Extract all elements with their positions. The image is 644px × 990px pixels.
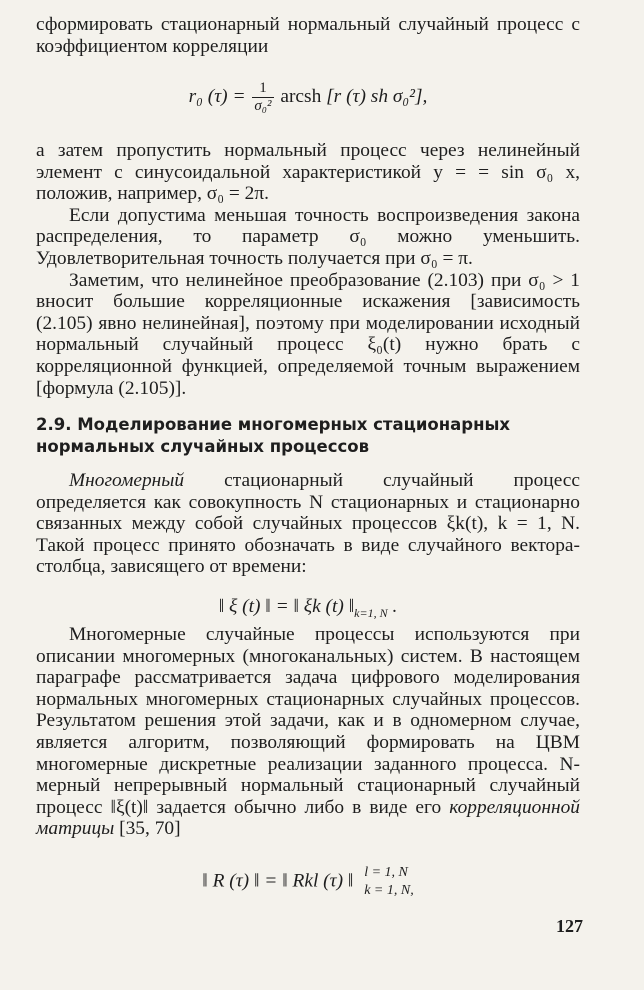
formula-2-subscript: k=1, N xyxy=(354,605,388,620)
section-heading xyxy=(36,414,580,458)
formula-1 xyxy=(36,80,580,115)
paragraph-2: а затем пропустить нормальный процесс через нелинейный элемент с синусоидальной характеристикой y = = sin σ₀ x, положив, например, σ₀ = 2π. xyxy=(36,140,580,205)
text-block-middle xyxy=(36,140,580,399)
page-number: 127 xyxy=(556,916,583,936)
paragraph-3: Если допустима меньшая точность воспроизведения закона распределения, то параметр σ₀ можно уменьшить. Удовлетворительная точность получается при σ₀ = π. xyxy=(36,204,580,269)
fraction-denominator: σ₀² xyxy=(254,98,272,114)
fraction-numerator: 1 xyxy=(252,80,273,98)
paragraph-6-citation: [35, 70] xyxy=(114,818,181,840)
section-heading-line-2: нормальных случайных процессов xyxy=(36,437,370,456)
formula-1-rhs: [r (τ) sh σ₀²], xyxy=(321,85,428,107)
paragraph-6-text: Многомерные случайные процессы используются при описании многомерных (многоканальных) систем. В настоящем параграфе рассматривается задача цифрового моделирования нормальных многомерных стационарных случайных процессов. Результатом решения этой задачи, как и в одномерном случае, является алгоритм, позволяющий формировать на ЦВМ многомерные дискретные реализации заданного процесса. N-мерный непрерывный нормальный стационарный случайный процесс ‖ξ(t)‖ задается обычно либо в виде его xyxy=(36,624,580,818)
formula-1-lhs: r₀ (τ) = xyxy=(188,85,251,107)
text-block-bottom xyxy=(36,624,580,840)
paragraph-1: сформировать стационарный нормальный случайный процесс с коэффициентом корреляции xyxy=(36,14,580,57)
text-block-section xyxy=(36,470,580,578)
formula-3-indices xyxy=(364,864,414,900)
formula-1-fraction xyxy=(252,80,273,115)
paragraph-5 xyxy=(36,470,580,578)
formula-3-main: ‖ R (τ) ‖ = ‖ Rkl (τ) ‖ xyxy=(202,870,354,892)
term-multidimensional: Многомерный xyxy=(69,470,185,491)
formula-2-tail: . xyxy=(387,596,398,617)
formula-3 xyxy=(36,864,580,900)
formula-1-function: arcsh xyxy=(280,85,322,107)
formula-2-main: ‖ ξ (t) ‖ = ‖ ξk (t) ‖ xyxy=(218,596,355,617)
paragraph-4: Заметим, что нелинейное преобразование (2.103) при σ₀ > 1 вносит большие корреляционные искажения [зависимость (2.105) явно нелинейная], поэтому при моделировании исходный нормальный случайный процесс ξ₀(t) нужно брать с корреляционной функцией, определяемой точным выражением [формула (2.105)]. xyxy=(36,269,580,399)
section-heading-line-1: 2.9. Моделирование многомерных стационарных xyxy=(36,415,511,434)
term-correlation-matrix: корреляционной матрицы xyxy=(36,796,580,840)
paragraph-5-text: стационарный случайный процесс определяется как совокупность N стационарных и стационарно связанных между собой случайных процессов ξk(t), k = 1, N. Такой процесс принято обозначать в виде случайного вектора-столбца, зависящего от времени: xyxy=(36,470,580,578)
formula-3-index-k: k = 1, N, xyxy=(364,883,414,898)
paragraph-6 xyxy=(36,624,580,840)
formula-2 xyxy=(36,596,580,621)
formula-3-index-l: l = 1, N xyxy=(364,865,408,880)
text-block-top xyxy=(36,14,580,57)
